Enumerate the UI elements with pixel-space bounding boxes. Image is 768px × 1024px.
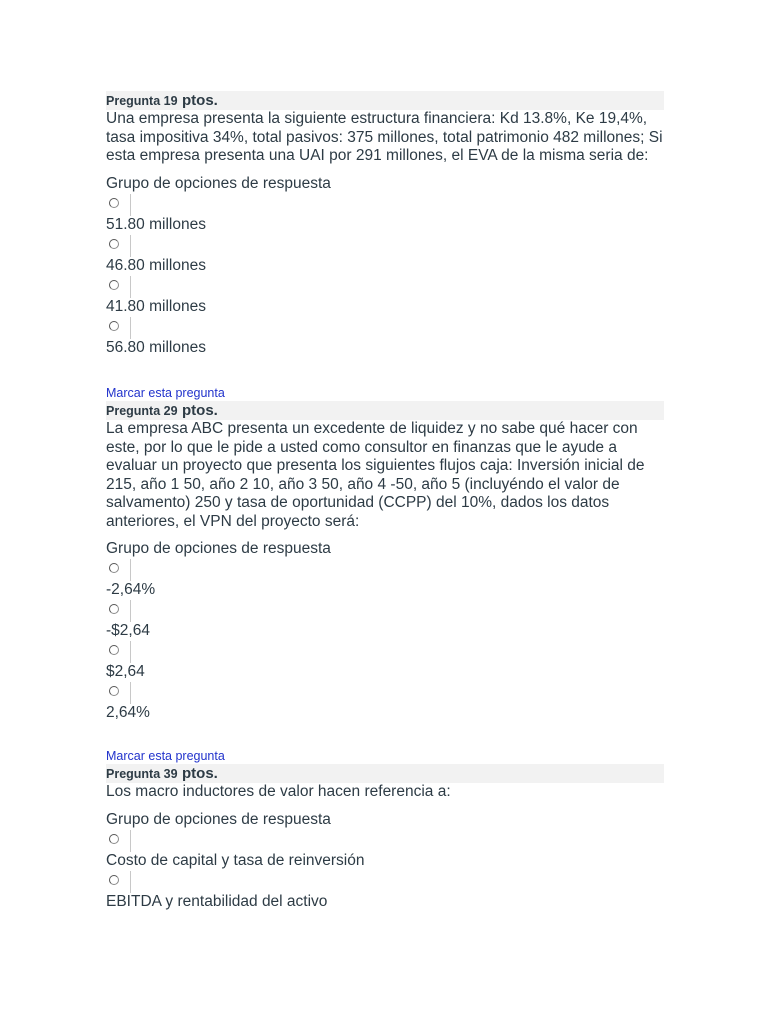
question-2 [106, 401, 664, 722]
answer-option-label: EBITDA y rentabilidad del activo [106, 892, 328, 910]
divider [130, 641, 131, 663]
answer-option-label: 51.80 millones [106, 215, 206, 233]
question-1 [106, 91, 664, 357]
mark-question-link[interactable]: Marcar esta pregunta [106, 749, 225, 763]
question-3 [106, 764, 664, 911]
answer-option[interactable] [106, 193, 664, 234]
radio-button[interactable] [109, 604, 119, 614]
answer-option-label: -2,64% [106, 581, 156, 598]
radio-button[interactable] [109, 198, 119, 208]
points-label: ptos. [182, 402, 218, 419]
radio-button[interactable] [109, 563, 119, 573]
question-header [106, 91, 664, 110]
answer-option-label: 56.80 millones [106, 338, 206, 356]
divider [130, 276, 131, 298]
divider [130, 682, 131, 704]
points-label: ptos. [182, 92, 218, 109]
mark-question-link[interactable]: Marcar esta pregunta [106, 386, 225, 400]
answer-option-label: 41.80 millones [106, 297, 206, 315]
answer-option[interactable] [106, 870, 664, 911]
divider [130, 317, 131, 339]
answer-group-label: Grupo de opciones de respuesta [106, 540, 331, 557]
divider [130, 559, 131, 581]
radio-button[interactable] [109, 686, 119, 696]
radio-button[interactable] [109, 280, 119, 290]
answer-group-label: Grupo de opciones de respuesta [106, 174, 331, 192]
answer-option[interactable] [106, 316, 664, 357]
question-points: 9 [170, 767, 178, 781]
divider [130, 600, 131, 622]
answer-option[interactable] [106, 234, 664, 275]
divider [130, 871, 131, 893]
divider [130, 194, 131, 216]
question-points: 9 [170, 94, 178, 108]
answer-option-label: 2,64% [106, 704, 150, 721]
answer-option-label: $2,64 [106, 663, 145, 680]
answer-option[interactable] [106, 681, 664, 722]
answer-option-label: Costo de capital y tasa de reinversión [106, 851, 365, 869]
radio-button[interactable] [109, 834, 119, 844]
points-label: ptos. [182, 765, 218, 782]
answer-option[interactable] [106, 640, 664, 681]
question-text: La empresa ABC presenta un excedente de liquidez y no sabe qué hacer con este, por lo que le pide a usted como consultor en finanzas que le ayude a evaluar un proyecto que presenta los siguientes flujos caja: Inversión inicial de 215, año 1 50, año 2 10, año 3 50, año 4 -50, año 5 (incluyéndo el valor de salvamento) 250 y tasa de oportunidad (CCPP) del 10%, dados los datos anteriores, el VPN del proyecto será: [106, 420, 645, 530]
radio-button[interactable] [109, 645, 119, 655]
answer-group-label: Grupo de opciones de respuesta [106, 810, 331, 828]
answer-option[interactable] [106, 275, 664, 316]
question-number: Pregunta 3 [106, 767, 171, 781]
divider [130, 830, 131, 852]
answer-option[interactable] [106, 599, 664, 640]
answer-option-label: -$2,64 [106, 622, 150, 639]
question-header [106, 401, 664, 420]
radio-button[interactable] [109, 239, 119, 249]
question-text: Una empresa presenta la siguiente estructura financiera: Kd 13.8%, Ke 19,4%, tasa impositiva 34%, total pasivos: 375 millones, total patrimonio 482 millones; Si esta empresa presenta una UAI por 291 millones, el EVA de la misma seria de: [106, 110, 663, 164]
question-header [106, 764, 664, 783]
question-points: 9 [170, 404, 178, 418]
radio-button[interactable] [109, 875, 119, 885]
divider [130, 235, 131, 257]
answer-option-label: 46.80 millones [106, 256, 206, 274]
radio-button[interactable] [109, 321, 119, 331]
question-number: Pregunta 1 [106, 94, 171, 108]
question-text: Los macro inductores de valor hacen referencia a: [106, 783, 451, 800]
question-number: Pregunta 2 [106, 404, 171, 418]
answer-option[interactable] [106, 829, 664, 870]
answer-option[interactable] [106, 558, 664, 599]
